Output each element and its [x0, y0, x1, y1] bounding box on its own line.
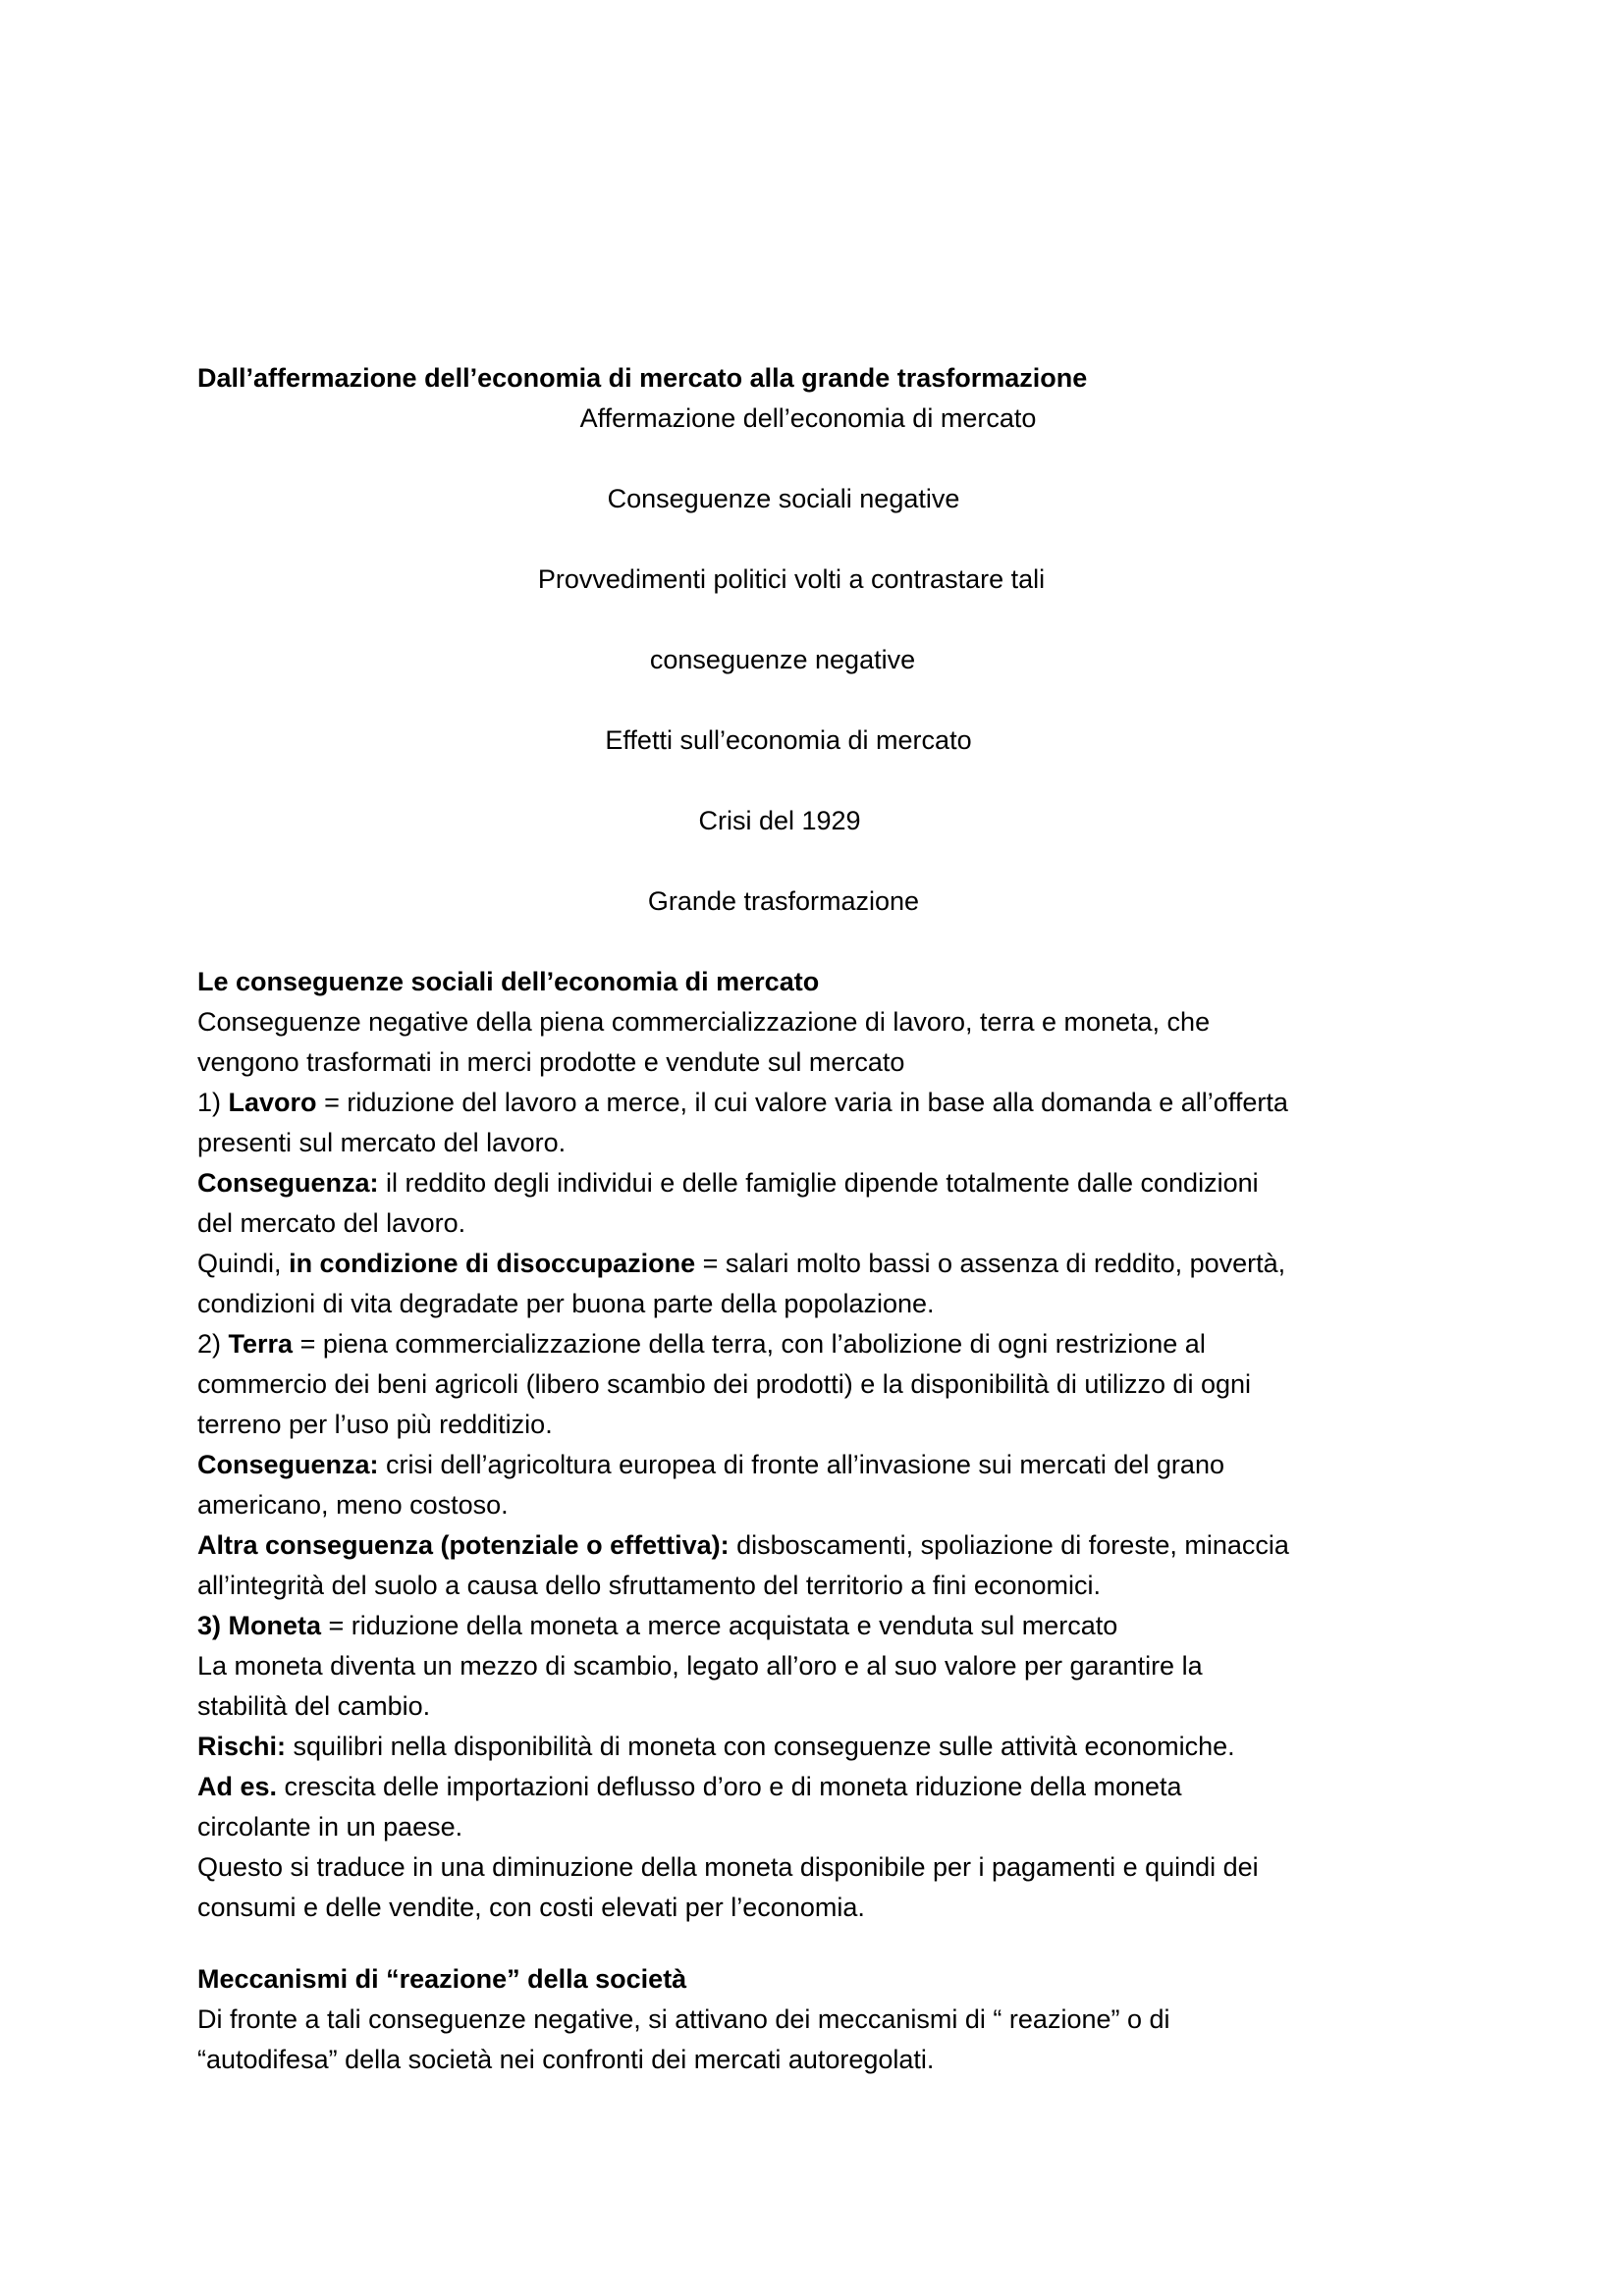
section-society-reaction — [197, 1959, 1474, 2080]
moneta-item: 3) Moneta = riduzione della moneta a merce acquistata e venduta sul mercato — [197, 1611, 1118, 1640]
terra-item-cont: commercio dei beni agricoli (libero scambio dei prodotti) e la disponibilità di utilizzo di ogni — [197, 1369, 1252, 1399]
terra-consequence: Conseguenza: crisi dell’agricoltura europea di fronte all’invasione sui mercati del grano — [197, 1450, 1224, 1479]
esempio-line: Ad es. crescita delle importazioni deflusso d’oro e di moneta riduzione della moneta — [197, 1772, 1182, 1801]
flow-step-2: Conseguenze sociali negative — [607, 484, 960, 513]
flow-step-3: Provvedimenti politici volti a contrastare tali — [537, 564, 1046, 594]
flow-step-1: Affermazione dell’economia di mercato — [579, 403, 1037, 433]
document-title — [197, 358, 1474, 399]
lavoro-label: Lavoro — [228, 1088, 317, 1117]
terra-item-cont: terreno per l’uso più redditizio. — [197, 1410, 553, 1439]
terra-other-consequence: Altra conseguenza (potenziale o effettiva): disboscamenti, spoliazione di foreste, minaccia — [197, 1530, 1289, 1560]
flow-step-4: Effetti sull’economia di mercato — [605, 725, 972, 755]
intro-line: Conseguenze negative della piena commercializzazione di lavoro, terra e moneta, che — [197, 1007, 1211, 1037]
finale-line: consumi e delle vendite, con costi elevati per l’economia. — [197, 1893, 865, 1922]
section-social-consequences — [197, 962, 1474, 1928]
flow-step-5: Crisi del 1929 — [698, 806, 861, 835]
lavoro-item-cont: presenti sul mercato del lavoro. — [197, 1128, 567, 1157]
lavoro-consequence: Conseguenza: il reddito degli individui e delle famiglie dipende totalmente dalle condizioni — [197, 1168, 1259, 1198]
intro-line: vengono trasformati in merci prodotte e vendute sul mercato — [197, 1047, 905, 1077]
flow-step-6: Grande trasformazione — [647, 886, 920, 916]
terra-label: Terra — [228, 1329, 294, 1359]
disoccupazione-line: Quindi, in condizione di disoccupazione = salari molto bassi o assenza di reddito, povertà, — [197, 1249, 1286, 1278]
finale-line: Questo si traduce in una diminuzione della moneta disponibile per i pagamenti e quindi dei — [197, 1852, 1259, 1882]
moneta-label: 3) Moneta — [197, 1611, 322, 1640]
reaction-text: Di fronte a tali conseguenze negative, si attivano dei meccanismi di “ reazione” o di — [197, 2004, 1170, 2034]
moneta-text: stabilità del cambio. — [197, 1691, 431, 1721]
terra-other-consequence-cont: all’integrità del suolo a causa dello sfruttamento del territorio a fini economici. — [197, 1571, 1101, 1600]
lavoro-item: 1) Lavoro = riduzione del lavoro a merce, il cui valore varia in base alla domanda e all’offerta — [197, 1088, 1288, 1117]
disoccupazione-cont: condizioni di vita degradate per buona parte della popolazione. — [197, 1289, 935, 1318]
section-heading: Le conseguenze sociali dell’economia di mercato — [197, 967, 820, 996]
esempio-cont: circolante in un paese. — [197, 1812, 463, 1842]
rischi-line: Rischi: squilibri nella disponibilità di moneta con conseguenze sulle attività economiche. — [197, 1732, 1235, 1761]
flow-step-3-cont: conseguenze negative — [649, 645, 916, 674]
reaction-text: “autodifesa” della società nei confronti dei mercati autoregolati. — [197, 2045, 935, 2074]
section-heading: Meccanismi di “reazione” della società — [197, 1964, 687, 1994]
terra-consequence-cont: americano, meno costoso. — [197, 1490, 509, 1520]
lavoro-consequence-cont: del mercato del lavoro. — [197, 1208, 466, 1238]
moneta-text: La moneta diventa un mezzo di scambio, legato all’oro e al suo valore per garantire la — [197, 1651, 1203, 1681]
title-text: Dall’affermazione dell’economia di mercato alla grande trasformazione — [197, 363, 1088, 393]
terra-item: 2) Terra = piena commercializzazione della terra, con l’abolizione di ogni restrizione al — [197, 1329, 1206, 1359]
